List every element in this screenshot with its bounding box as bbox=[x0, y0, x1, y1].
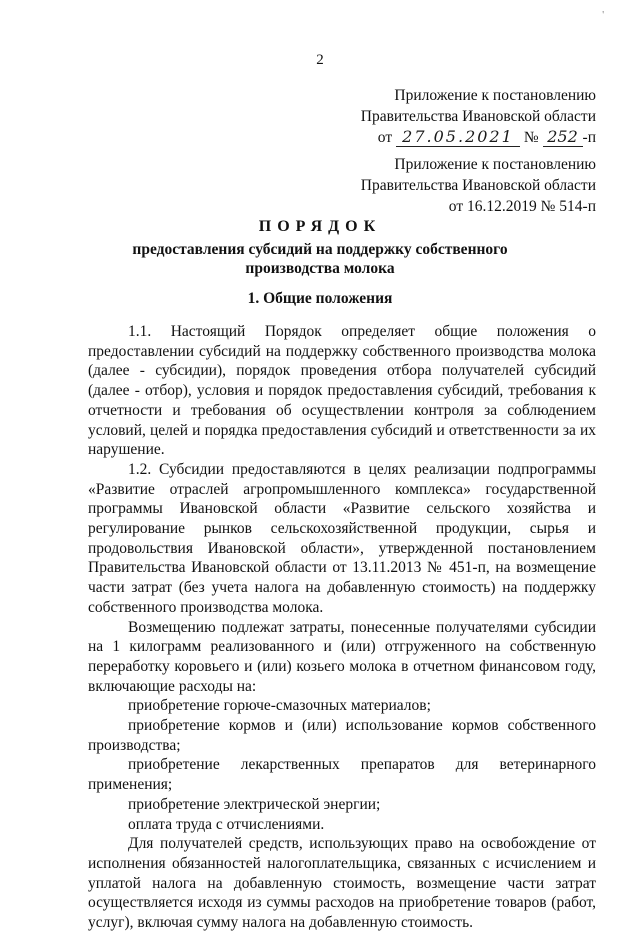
list-item: приобретение кормов и (или) использование кормов собственного производства; bbox=[88, 717, 596, 754]
paragraph-compensation: Возмещению подлежат затраты, понесенные получателями субсидии на 1 килограмм реализованного и (или) отгруженного на собственную переработку коровьего и (или) козьего молока в отчетном финансовом году, включающие расходы на: bbox=[88, 618, 596, 695]
handwritten-number: 252 bbox=[543, 128, 583, 147]
approval-old-line3: от 16.12.2019 № 514-п bbox=[448, 198, 596, 215]
list-item: приобретение горюче-смазочных материалов; bbox=[128, 697, 431, 715]
approval-new-number-suffix: -п bbox=[582, 129, 596, 146]
approval-old-line1: Приложение к постановлению bbox=[394, 156, 596, 173]
document-body bbox=[88, 322, 596, 933]
list-item: приобретение лекарственных препаратов для ветеринарного применения; bbox=[88, 756, 596, 794]
section-heading: 1. Общие положения bbox=[247, 290, 393, 307]
handwritten-date: 27.05.2021 bbox=[396, 128, 520, 147]
approval-new-prefix: от bbox=[377, 129, 393, 146]
scan-mark: ' bbox=[602, 10, 604, 21]
approval-new-line1: Приложение к постановлению bbox=[394, 87, 596, 104]
approval-new-date-line bbox=[361, 127, 596, 148]
approval-block-old bbox=[361, 154, 596, 217]
document-subtitle: предоставления субсидий на поддержку собственного производства молока bbox=[132, 241, 508, 277]
paragraph-1-1: 1.1. Настоящий Порядок определяет общие положения о предоставлении субсидий на поддержку собственного производства молока (далее - субсидии), порядок проведения отбора получателей субсидий (далее - отбор), условия и порядок предоставления субсидий, требования к отчетности и требования об осуществлении контроля за соблюдением условий, целей и порядка предоставления субсидий и ответственности за их нарушение. bbox=[88, 323, 596, 459]
approval-new-number-prefix: № bbox=[523, 129, 539, 146]
list-item: оплата труда с отчислениями. bbox=[128, 815, 325, 833]
list-item: приобретение электрической энергии; bbox=[128, 795, 381, 813]
approval-old-line2: Правительства Ивановской области bbox=[360, 177, 596, 194]
paragraph-vat: Для получателей средств, использующих право на освобождение от исполнения обязанностей налогоплательщика, связанных с исчислением и уплатой налога на добавленную стоимость, возмещение части затрат осуществляется исходя из суммы расходов на приобретение товаров (работ, услуг), включая сумму налога на добавленную стоимость. bbox=[88, 835, 596, 932]
approval-new-line2: Правительства Ивановской области bbox=[360, 108, 596, 125]
page-number: 2 bbox=[316, 52, 324, 68]
paragraph-1-2: 1.2. Субсидии предоставляются в целях реализации подпрограммы «Развитие отраслей агропромышленного комплекса» государственной программы Ивановской области «Развитие сельского хозяйства и регулирование рынков сельскохозяйственной продукции, сырья и продовольствия Ивановской области», утвержденной постановлением Правительства Ивановской области от 13.11.2013 № 451-п, на возмещение части затрат (без учета налога на добавленную стоимость) на поддержку собственного производства молока. bbox=[88, 460, 596, 616]
document-title: ПОРЯДОК bbox=[258, 218, 382, 235]
approval-block-new bbox=[361, 85, 596, 148]
